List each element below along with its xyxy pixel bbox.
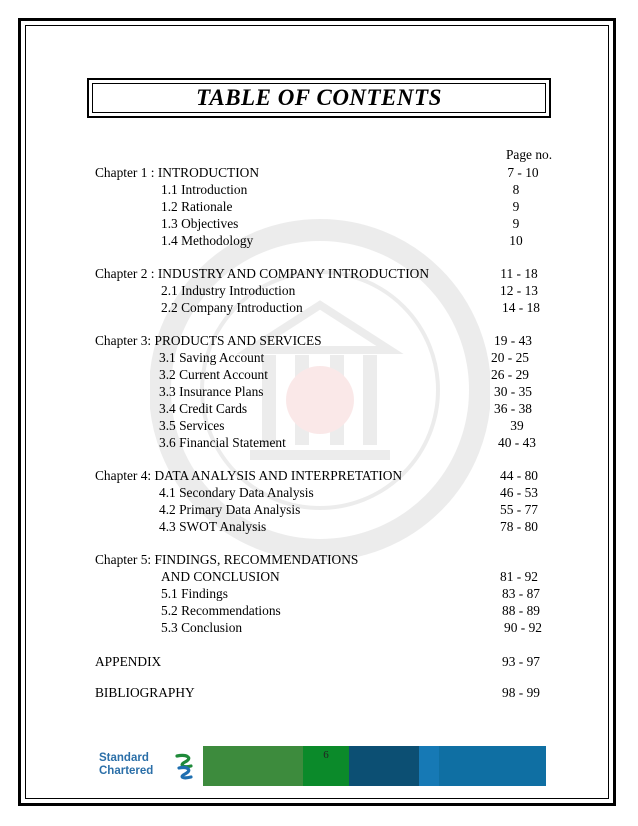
- toc-entry-label: 5.1 Findings: [161, 586, 228, 601]
- toc-entry-page: 40 - 43: [498, 435, 536, 450]
- toc-entry-label: Chapter 3: PRODUCTS AND SERVICES: [95, 333, 322, 348]
- toc-entry-label: 1.3 Objectives: [161, 216, 239, 231]
- toc-entry-page: 83 - 87: [502, 586, 540, 601]
- toc-entry-page: 19 - 43: [494, 333, 532, 348]
- toc-entry-label: 3.6 Financial Statement: [159, 435, 286, 450]
- title-frame-inner: [92, 83, 546, 113]
- toc-entry-page: 39: [510, 418, 524, 433]
- footer-banner: [95, 746, 546, 786]
- toc-entry-label: 3.2 Current Account: [159, 367, 268, 382]
- toc-entry-label: 4.1 Secondary Data Analysis: [159, 485, 314, 500]
- toc-entry-label: 2.1 Industry Introduction: [161, 283, 296, 298]
- toc-entry-page: 78 - 80: [500, 519, 538, 534]
- toc-entry-page: 20 - 25: [491, 350, 529, 365]
- toc-entry-label: 1.1 Introduction: [161, 182, 248, 197]
- toc-entry: [95, 484, 545, 501]
- toc-entry: [95, 181, 545, 198]
- toc-entry-label: Chapter 5: FINDINGS, RECOMMENDATIONS: [95, 552, 359, 567]
- toc-entry: [95, 619, 545, 636]
- footer-page-segment: [303, 746, 349, 786]
- toc-entry-label: AND CONCLUSION: [161, 569, 280, 584]
- toc-entry: [95, 282, 545, 299]
- logo-line-2: Chartered: [99, 765, 154, 777]
- toc-entry: [95, 551, 545, 568]
- toc-entry-page: 9: [512, 216, 520, 231]
- toc-entry: [95, 232, 545, 249]
- toc-entry-label: 4.2 Primary Data Analysis: [159, 502, 301, 517]
- toc-entry-label: 4.3 SWOT Analysis: [159, 519, 267, 534]
- page-number: 6: [323, 749, 329, 761]
- title-frame: [87, 78, 551, 118]
- toc-entry-page: 8: [512, 182, 520, 197]
- toc-entry-label: 2.2 Company Introduction: [161, 300, 303, 315]
- toc-entry: [95, 467, 545, 484]
- toc-entry-page: 11 - 18: [500, 266, 538, 281]
- toc-entry: [95, 684, 545, 701]
- toc-entry-label: 5.3 Conclusion: [161, 620, 243, 635]
- toc-entry-page: 7 - 10: [507, 165, 539, 180]
- toc-entry: [95, 299, 545, 316]
- footer-color-segment: [439, 746, 546, 786]
- toc-entry: [95, 164, 545, 181]
- toc-entry: [95, 215, 545, 232]
- toc-entry-page: 46 - 53: [500, 485, 538, 500]
- toc-entry-page: 88 - 89: [502, 603, 540, 618]
- toc-entry: [95, 400, 545, 417]
- toc-entry-page: 44 - 80: [500, 468, 538, 483]
- toc-entry-page: 98 - 99: [502, 685, 540, 700]
- toc-entry-page: 36 - 38: [494, 401, 532, 416]
- toc-entry-label: Chapter 1 : INTRODUCTION: [95, 165, 260, 180]
- toc-entry: [95, 518, 545, 535]
- toc-entry: [95, 501, 545, 518]
- toc-entry: [95, 349, 545, 366]
- footer-color-segment: [203, 746, 303, 786]
- toc-entry-page: 26 - 29: [491, 367, 529, 382]
- page-number-header-row: [95, 146, 553, 163]
- toc-entry: [95, 265, 545, 282]
- toc-entry-page: 12 - 13: [500, 283, 538, 298]
- toc-entry-label: Chapter 2 : INDUSTRY AND COMPANY INTRODUCTION: [95, 266, 430, 281]
- logo-text: [99, 752, 153, 778]
- toc-entry: [95, 198, 545, 215]
- toc-entry-label: BIBLIOGRAPHY: [95, 685, 195, 700]
- toc-entry-page: 90 - 92: [504, 620, 542, 635]
- toc-entry-page: 30 - 35: [494, 384, 532, 399]
- toc-entry-label: 3.1 Saving Account: [159, 350, 265, 365]
- standard-chartered-logo: [95, 746, 203, 786]
- toc-entry-label: APPENDIX: [95, 654, 162, 669]
- toc-entry-page: 10: [509, 233, 523, 248]
- page-number-header: Page no.: [505, 147, 553, 162]
- toc-entry-label: 3.4 Credit Cards: [159, 401, 248, 416]
- toc-entry-page: 81 - 92: [500, 569, 538, 584]
- standard-chartered-swirl-icon: [173, 752, 197, 780]
- footer-color-segment: [419, 746, 439, 786]
- toc-entry: [95, 653, 545, 670]
- logo-line-1: Standard: [99, 752, 149, 764]
- toc-entry-label: 1.4 Methodology: [161, 233, 254, 248]
- toc-entry: [95, 602, 545, 619]
- page-title: TABLE OF CONTENTS: [196, 85, 442, 110]
- toc-entry: [95, 417, 545, 434]
- footer-color-segment: [349, 746, 419, 786]
- toc-entry-label: 3.3 Insurance Plans: [159, 384, 264, 399]
- toc-entry-label: Chapter 4: DATA ANALYSIS AND INTERPRETATION: [95, 468, 403, 483]
- toc-entry: [95, 383, 545, 400]
- toc-entry-label: 3.5 Services: [159, 418, 225, 433]
- toc-entry: [95, 434, 545, 451]
- toc-entry: [95, 366, 545, 383]
- toc-entry: [95, 332, 545, 349]
- toc-entry-page: 14 - 18: [502, 300, 540, 315]
- toc-entry-page: 93 - 97: [502, 654, 540, 669]
- toc-entry-page: 9: [512, 199, 520, 214]
- toc-entry: [95, 568, 545, 585]
- toc-entry-label: 5.2 Recommendations: [161, 603, 281, 618]
- toc-entry-label: 1.2 Rationale: [161, 199, 233, 214]
- toc-entry-page: 55 - 77: [500, 502, 538, 517]
- toc-entry: [95, 585, 545, 602]
